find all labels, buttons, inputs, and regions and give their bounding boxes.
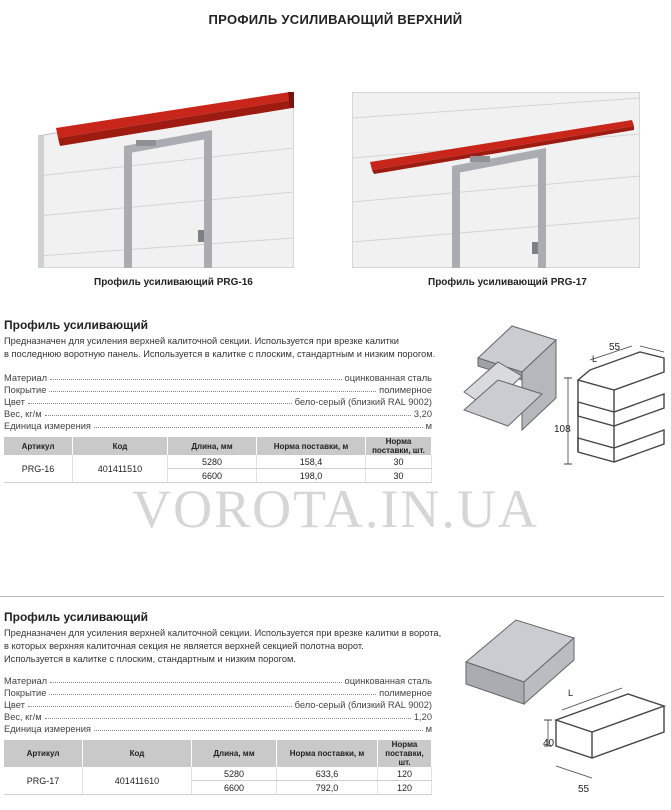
- door-illustration-prg17: [352, 92, 640, 268]
- length-cell: 5280: [168, 455, 257, 469]
- description-line: Предназначен для усиления верхней калиточной секции. Используется при врезке калитки: [4, 336, 400, 346]
- spec-row: [4, 383, 432, 395]
- spec-value: м: [425, 724, 432, 734]
- dim-length-label: L: [568, 688, 574, 698]
- description-line: в которых верхняя калиточная секция не является верхней секцией полотна ворот.: [4, 641, 364, 651]
- table-header: Норма поставки, м: [277, 740, 378, 767]
- section-description-prg17: [4, 627, 444, 666]
- spec-list-prg17: [4, 674, 432, 734]
- door-illustration-prg16: [38, 92, 294, 268]
- norm-m-cell: 198,0: [257, 469, 366, 483]
- table-header: Норма поставки, шт.: [378, 740, 432, 767]
- spec-key: Покрытие: [4, 385, 47, 395]
- norm-pcs-cell: 30: [366, 455, 432, 469]
- page-title: ПРОФИЛЬ УСИЛИВАЮЩИЙ ВЕРХНИЙ: [208, 12, 463, 27]
- section-title-prg16: Профиль усиливающий: [4, 318, 148, 332]
- article-table-prg16: [4, 437, 432, 483]
- spec-row: [4, 419, 432, 431]
- spec-row: [4, 722, 432, 734]
- article-cell: PRG-17: [4, 767, 83, 795]
- spec-key: Единица измерения: [4, 724, 91, 734]
- norm-m-cell: 792,0: [277, 781, 378, 795]
- article-table-prg17: [4, 740, 432, 795]
- table-header: Норма поставки, м: [257, 437, 366, 455]
- description-line: Используется в калитке с плоским, стандартным и низким порогом.: [4, 654, 296, 664]
- spec-row: [4, 407, 432, 419]
- dim-width-label: 55: [609, 342, 621, 353]
- code-cell: 401411610: [83, 767, 192, 795]
- table-row: [4, 455, 432, 469]
- caption-prg16: Профиль усиливающий PRG-16: [94, 277, 253, 288]
- table-header: Код: [83, 740, 192, 767]
- caption-prg17: Профиль усиливающий PRG-17: [428, 277, 587, 288]
- spec-row: [4, 371, 432, 383]
- code-cell: 401411510: [73, 455, 168, 483]
- article-cell: PRG-16: [4, 455, 73, 483]
- norm-m-cell: 158,4: [257, 455, 366, 469]
- spec-value: 3,20: [413, 409, 432, 419]
- spec-key: Единица измерения: [4, 421, 91, 431]
- spec-key: Вес, кг/м: [4, 409, 42, 419]
- spec-row: [4, 395, 432, 407]
- spec-key: Цвет: [4, 700, 25, 710]
- norm-m-cell: 633,6: [277, 767, 378, 781]
- spec-row: [4, 686, 432, 698]
- table-header: Код: [73, 437, 168, 455]
- table-header: Артикул: [4, 437, 73, 455]
- spec-value: полимерное: [379, 385, 432, 395]
- length-cell: 6600: [168, 469, 257, 483]
- norm-pcs-cell: 120: [378, 781, 432, 795]
- spec-value: бело-серый (близкий RAL 9002): [294, 700, 432, 710]
- profile-dimension-drawing-prg17: [540, 680, 668, 780]
- table-header: Норма поставки, шт.: [366, 437, 432, 455]
- section-divider: [0, 596, 664, 597]
- table-header: Длина, мм: [168, 437, 257, 455]
- table-row: [4, 767, 432, 781]
- spec-key: Материал: [4, 373, 48, 383]
- dim-length-label: L: [592, 354, 598, 364]
- spec-key: Материал: [4, 676, 48, 686]
- spec-value: 1,20: [413, 712, 432, 722]
- section-title-prg17: Профиль усиливающий: [4, 610, 148, 624]
- profile-3d-prg16: [458, 318, 558, 448]
- spec-value: м: [425, 421, 432, 431]
- spec-row: [4, 674, 432, 686]
- length-cell: 6600: [192, 781, 277, 795]
- table-header-row: [4, 437, 432, 455]
- spec-value: полимерное: [379, 688, 432, 698]
- spec-value: бело-серый (близкий RAL 9002): [294, 397, 432, 407]
- section-description-prg16: [4, 335, 444, 361]
- dim-height-label: 108: [554, 424, 571, 435]
- spec-key: Цвет: [4, 397, 25, 407]
- table-header: Длина, мм: [192, 740, 277, 767]
- spec-row: [4, 710, 432, 722]
- dim-height-label: 40: [543, 738, 555, 749]
- spec-key: Вес, кг/м: [4, 712, 42, 722]
- description-line: Предназначен для усиления верхней калиточной секции. Используется при врезке калитки в ворота,: [4, 628, 442, 638]
- norm-pcs-cell: 120: [378, 767, 432, 781]
- table-header: Артикул: [4, 740, 83, 767]
- length-cell: 5280: [192, 767, 277, 781]
- spec-value: оцинкованная сталь: [344, 676, 432, 686]
- watermark: VOROTA.IN.UA: [132, 479, 539, 539]
- spec-value: оцинкованная сталь: [344, 373, 432, 383]
- profile-dimension-drawing-prg16: [560, 342, 668, 488]
- spec-key: Покрытие: [4, 688, 47, 698]
- description-line: в последнюю воротную панель. Используется в калитке с плоским, стандартным и низким порогом.: [4, 349, 436, 359]
- spec-list-prg16: [4, 371, 432, 431]
- table-header-row: [4, 740, 432, 767]
- spec-row: [4, 698, 432, 710]
- dim-width-label: 55: [578, 784, 590, 795]
- norm-pcs-cell: 30: [366, 469, 432, 483]
